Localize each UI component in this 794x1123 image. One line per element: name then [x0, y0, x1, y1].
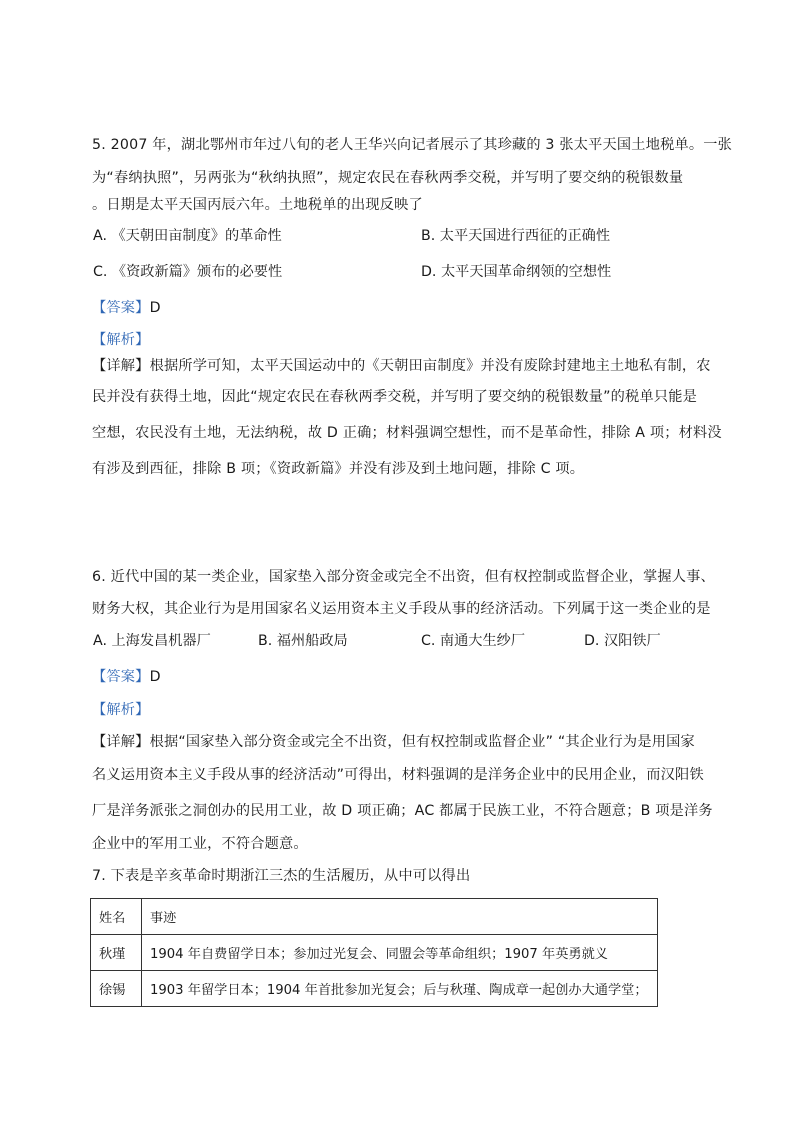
q6-explanation-line-4: 企业中的军用工业，不符合题意。 — [92, 836, 308, 852]
q6-option-a: A. 上海发昌机器厂 — [93, 633, 211, 649]
answer-tag: 【答案】 — [92, 669, 150, 685]
q6-answer — [92, 667, 704, 687]
explanation-text: 根据所学可知，太平天国运动中的《天朝田亩制度》并没有废除封建地主土地私有制，农 — [149, 358, 711, 374]
q5-explanation-line-4: 有涉及到西征，排除 B 项；《资政新篇》并没有涉及到土地问题，排除 C 项。 — [92, 461, 585, 477]
analysis-tag: 【解析】 — [92, 702, 150, 718]
table-header-row — [91, 899, 658, 935]
q5-stem-line-3: 。日期是太平天国丙辰六年。土地税单的出现反映了 — [92, 197, 423, 213]
q6-explanation-line-3: 厂是洋务派张之洞创办的民用工业，故 D 项正确；AC 都属于民族工业，不符合题意；B 项是洋务 — [92, 803, 713, 819]
q6-option-d: D. 汉阳铁厂 — [584, 633, 661, 649]
q6-stem-line-2: 财务大权，其企业行为是用国家名义运用资本主义手段从事的经济活动。下列属于这一类企业的是 — [92, 601, 711, 617]
q5-explanation-line-1 — [92, 356, 711, 376]
table-row — [91, 935, 658, 971]
answer-tag: 【答案】 — [92, 300, 150, 316]
table-cell-deeds: 1904 年自费留学日本；参加过光复会、同盟会等革命组织；1907 年英勇就义 — [142, 935, 658, 971]
q6-option-c: C. 南通大生纱厂 — [421, 633, 526, 649]
table-cell-deeds: 1903 年留学日本；1904 年首批参加光复会；后与秋瑾、陶成章一起创办大通学堂； — [142, 971, 658, 1007]
q5-analysis-heading — [92, 330, 704, 350]
q5-stem-line-1: 5. 2007 年，湖北鄂州市年过八旬的老人王华兴向记者展示了其珍藏的 3 张太平天国土地税单。一张 — [92, 137, 733, 153]
q5-explanation-line-3: 空想，农民没有土地，无法纳税，故 D 正确；材料强调空想性，而不是革命性，排除 A 项；材料没 — [92, 425, 722, 441]
q5-option-a: A. 《天朝田亩制度》的革命性 — [93, 228, 282, 244]
detail-tag: 【详解】 — [92, 358, 150, 374]
q6-option-b: B. 福州船政局 — [258, 633, 348, 649]
q5-answer — [92, 298, 704, 318]
table-header-name: 姓名 — [91, 899, 142, 935]
q5-stem-line-2: 为“春纳执照”，另两张为“秋纳执照”，规定农民在春秋两季交税，并写明了要交纳的税银数量 — [92, 170, 684, 186]
analysis-tag: 【解析】 — [92, 332, 150, 348]
answer-value: D — [149, 300, 161, 316]
table-cell-name: 徐锡 — [91, 971, 142, 1007]
q7-table — [90, 898, 658, 1007]
q7-stem: 7. 下表是辛亥革命时期浙江三杰的生活履历，从中可以得出 — [92, 868, 471, 884]
q6-stem-line-1: 6. 近代中国的某一类企业，国家垫入部分资金或完全不出资，但有权控制或监督企业，掌握人事、 — [92, 569, 715, 585]
q5-option-b: B. 太平天国进行西征的正确性 — [421, 228, 611, 244]
q5-option-c: C. 《资政新篇》颁布的必要性 — [93, 264, 283, 280]
table-cell-name: 秋瑾 — [91, 935, 142, 971]
q6-analysis-heading — [92, 700, 704, 720]
q5-explanation-line-2: 民并没有获得土地，因此“规定农民在春秋两季交税，并写明了要交纳的税银数量”的税单只能是 — [92, 389, 697, 405]
explanation-text: 根据“国家垫入部分资金或完全不出资，但有权控制或监督企业” “其企业行为是用国家 — [149, 734, 695, 750]
q6-explanation-line-1 — [92, 732, 704, 752]
answer-value: D — [149, 669, 161, 685]
q6-explanation-line-2: 名义运用资本主义手段从事的经济活动”可得出，材料强调的是洋务企业中的民用企业，而汉阳铁 — [92, 767, 704, 783]
table-header-deeds: 事迹 — [142, 899, 658, 935]
detail-tag: 【详解】 — [92, 734, 150, 750]
q5-option-d: D. 太平天国革命纲领的空想性 — [421, 264, 612, 280]
table-row — [91, 971, 658, 1007]
